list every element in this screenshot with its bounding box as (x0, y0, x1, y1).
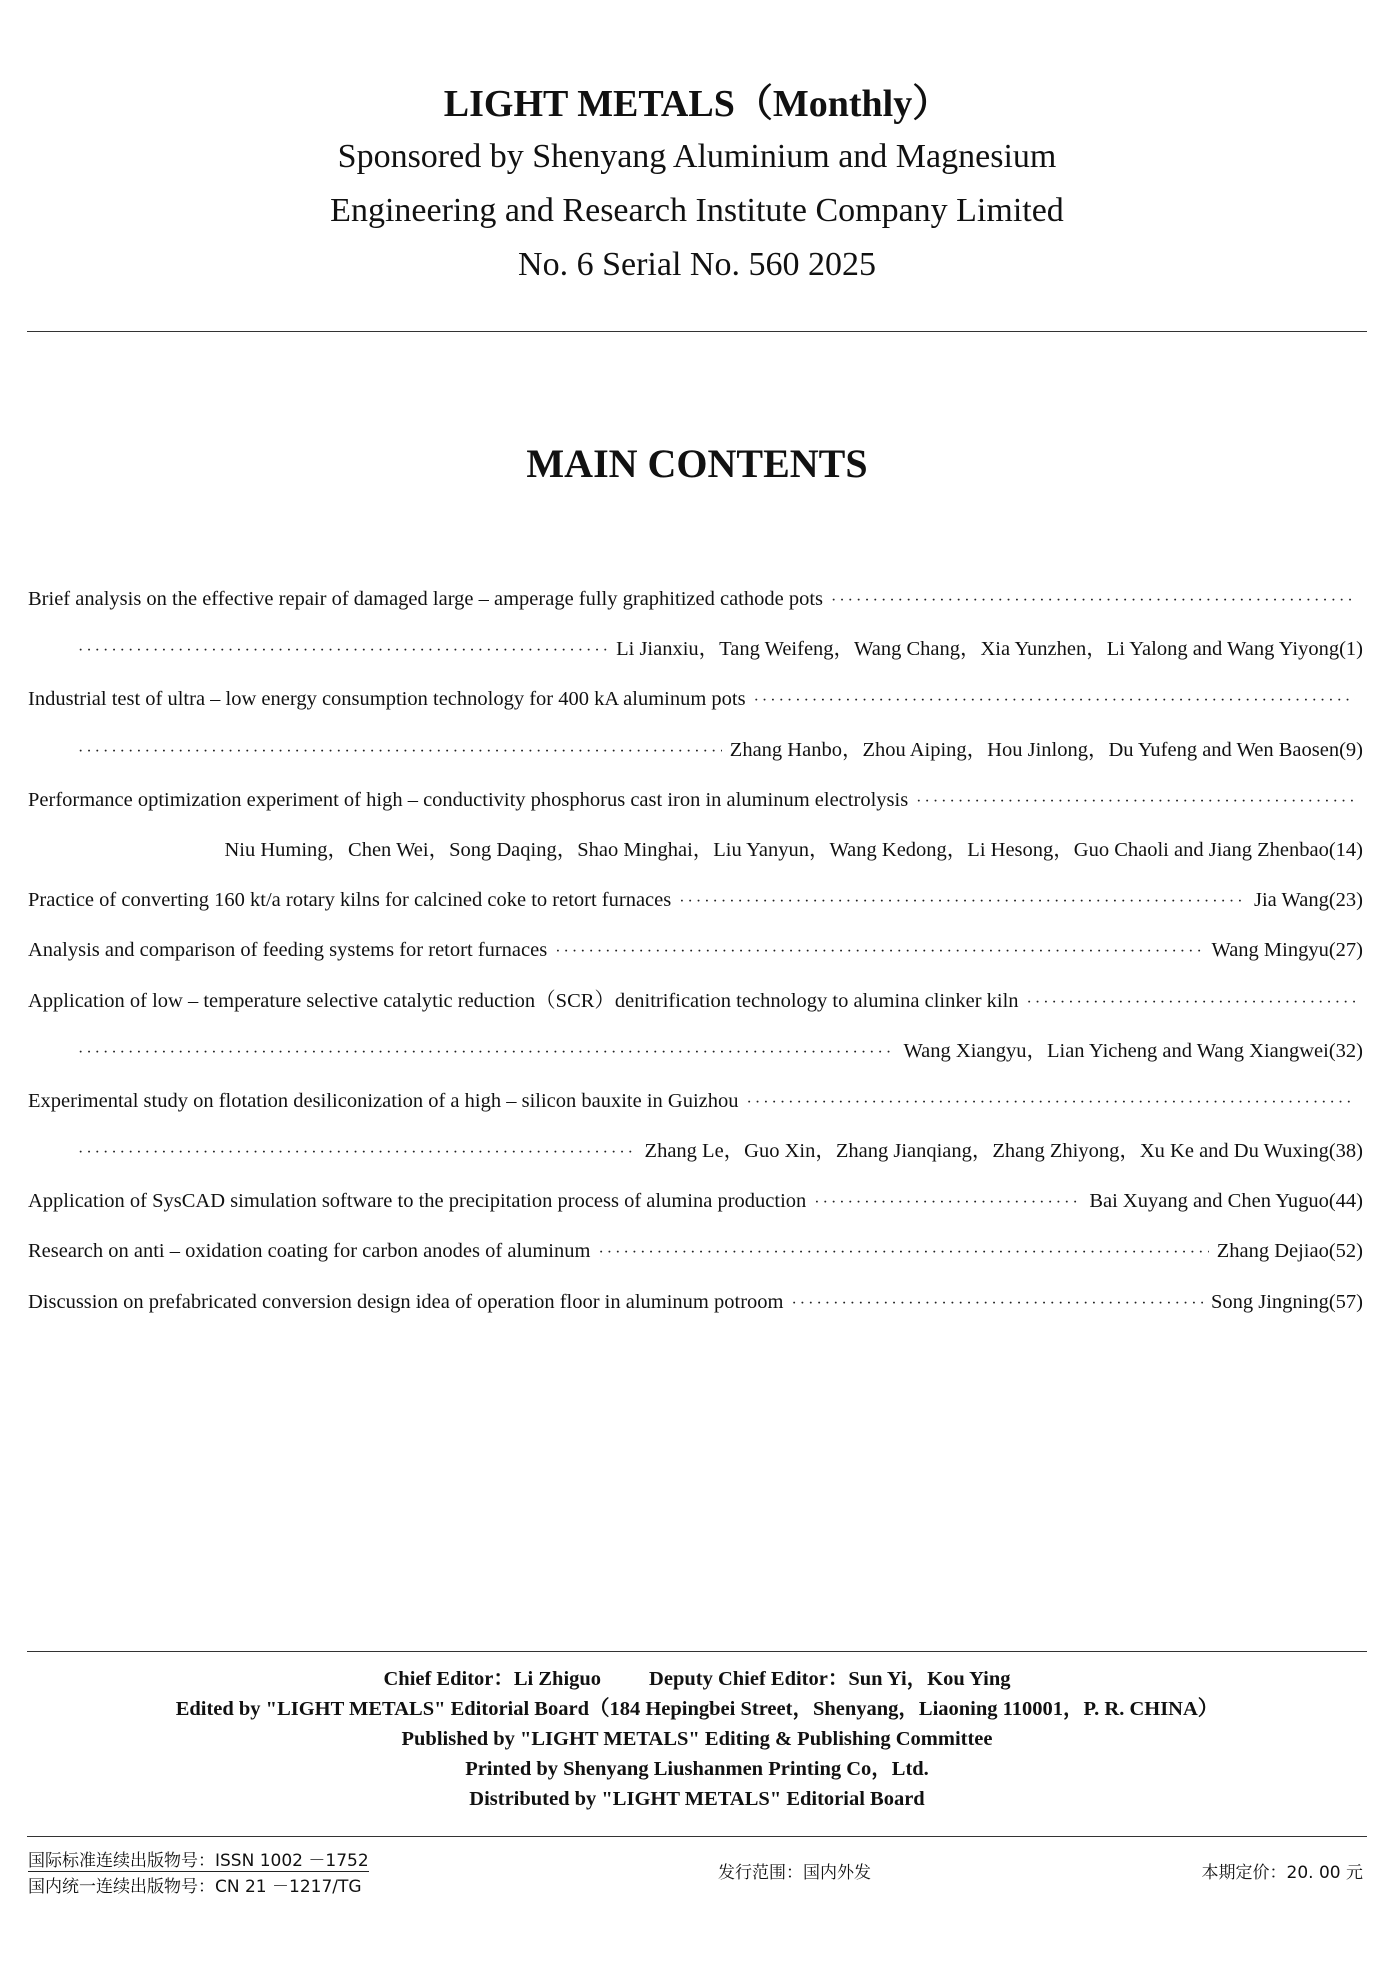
toc-entry-line[interactable] (28, 1277, 1363, 1327)
cn-number: 国内统一连续出版物号：CN 21 －1217/TG (28, 1877, 362, 1897)
printed-by: Printed by Shenyang Liushanmen Printing Co，Ltd. (465, 1758, 929, 1780)
journal-header (0, 78, 1394, 292)
article-title: Research on anti – oxidation coating for carbon anodes of aluminum (28, 1240, 591, 1263)
sponsor-line-1: Sponsored by Shenyang Aluminium and Magnesium (337, 138, 1057, 175)
edited-by: Edited by "LIGHT METALS" Editorial Board（184 Hepingbei Street，Shenyang，Liaoning 110001，P. R. CHINA） (175, 1698, 1219, 1720)
toc-title-line[interactable] (28, 775, 1363, 825)
toc-title-line[interactable] (28, 674, 1363, 724)
article-title: Application of low – temperature selective catalytic reduction（SCR）denitrification technology to alumina clinker kiln (28, 989, 1019, 1012)
footer-divider-top (27, 1651, 1367, 1652)
footer-divider-bottom (27, 1836, 1367, 1837)
article-title: Performance optimization experiment of high – conductivity phosphorus cast iron in aluminum electrolysis (28, 788, 909, 811)
leader-dots (598, 1228, 1208, 1278)
serial-numbers (28, 1848, 369, 1900)
leader-dots (78, 727, 722, 777)
table-of-contents (28, 574, 1363, 1327)
article-title: Application of SysCAD simulation software to the precipitation process of alumina production (28, 1190, 807, 1213)
toc-title-line[interactable] (28, 976, 1363, 1026)
article-authors: Zhang Le，Guo Xin，Zhang Jianqiang，Zhang Zhiyong，Xu Ke and Du Wuxing(38) (644, 1140, 1363, 1163)
leader-dots (1027, 978, 1355, 1028)
distribution-scope: 发行范围：国内外发 (718, 1863, 871, 1883)
toc-author-line[interactable] (28, 1126, 1363, 1176)
article-title: Brief analysis on the effective repair of damaged large – amperage fully graphitized cathode pots (28, 588, 824, 610)
article-authors: Niu Huming，Chen Wei，Song Daqing，Shao Minghai，Liu Yanyun，Wang Kedong，Li Hesong，Guo Chaoli and Jiang Zhenbao(14) (224, 838, 1363, 861)
issue-line: No. 6 Serial No. 560 2025 (518, 246, 876, 283)
journal-title: LIGHT METALS（Monthly） (443, 83, 951, 125)
leader-dots (747, 1078, 1355, 1128)
leader-dots (916, 777, 1355, 827)
toc-title-line[interactable] (28, 574, 1363, 624)
leader-dots (754, 676, 1355, 726)
article-authors: Wang Xiangyu，Lian Yicheng and Wang Xiangwei(32) (903, 1039, 1363, 1062)
leader-dots (78, 1128, 637, 1178)
article-authors: Zhang Hanbo，Zhou Aiping，Hou Jinlong，Du Yufeng and Wen Baosen(9) (729, 738, 1363, 761)
leader-dots (78, 626, 608, 676)
leader-dots (555, 927, 1203, 977)
article-title: Industrial test of ultra – low energy consumption technology for 400 kA aluminum pots (28, 688, 746, 711)
article-title: Discussion on prefabricated conversion design idea of operation floor in aluminum potroom (28, 1290, 784, 1313)
article-authors: Li Jianxiu，Tang Weifeng，Wang Chang，Xia Yunzhen，Li Yalong and Wang Yiyong(1) (616, 638, 1363, 661)
toc-entry-line[interactable] (28, 1176, 1363, 1226)
toc-author-line[interactable] (28, 725, 1363, 775)
sponsor-line-2: Engineering and Research Institute Company Limited (330, 192, 1064, 229)
chief-editor: Chief Editor：Li Zhiguo (383, 1668, 602, 1690)
toc-author-line[interactable] (28, 1026, 1363, 1076)
header-divider (27, 331, 1367, 332)
leader-dots (78, 1028, 895, 1078)
article-title: Practice of converting 160 kt/a rotary kilns for calcined coke to retort furnaces (28, 889, 672, 912)
leader-dots (791, 1279, 1202, 1329)
article-authors: Jia Wang(23) (1254, 889, 1363, 912)
article-authors: Zhang Dejiao(52) (1216, 1240, 1363, 1263)
editors-line (0, 1664, 1394, 1694)
article-title: Experimental study on flotation desiliconization of a high – silicon bauxite in Guizhou (28, 1089, 739, 1112)
contents-heading: MAIN CONTENTS (526, 441, 868, 486)
leader-dots (679, 877, 1246, 927)
toc-entry-line[interactable] (28, 875, 1363, 925)
leader-dots (831, 576, 1355, 626)
leader-dots (814, 1178, 1081, 1228)
toc-entry-line[interactable] (28, 925, 1363, 975)
article-authors: Song Jingning(57) (1210, 1290, 1363, 1313)
issue-price: 本期定价：20. 00 元 (1201, 1863, 1363, 1883)
deputy-chief-editor: Deputy Chief Editor：Sun Yi，Kou Ying (649, 1668, 1011, 1690)
distributed-by: Distributed by "LIGHT METALS" Editorial Board (469, 1788, 925, 1810)
article-authors: Bai Xuyang and Chen Yuguo(44) (1089, 1190, 1363, 1213)
article-title: Analysis and comparison of feeding systems for retort furnaces (28, 939, 548, 962)
toc-author-line[interactable] (28, 825, 1363, 875)
toc-title-line[interactable] (28, 1076, 1363, 1126)
issn-number: 国际标准连续出版物号：ISSN 1002 －1752 (28, 1851, 369, 1871)
article-authors: Wang Mingyu(27) (1211, 939, 1363, 962)
editorial-footer (0, 1664, 1394, 1814)
toc-entry-line[interactable] (28, 1226, 1363, 1276)
published-by: Published by "LIGHT METALS" Editing & Publishing Committee (401, 1728, 993, 1750)
toc-author-line[interactable] (28, 624, 1363, 674)
